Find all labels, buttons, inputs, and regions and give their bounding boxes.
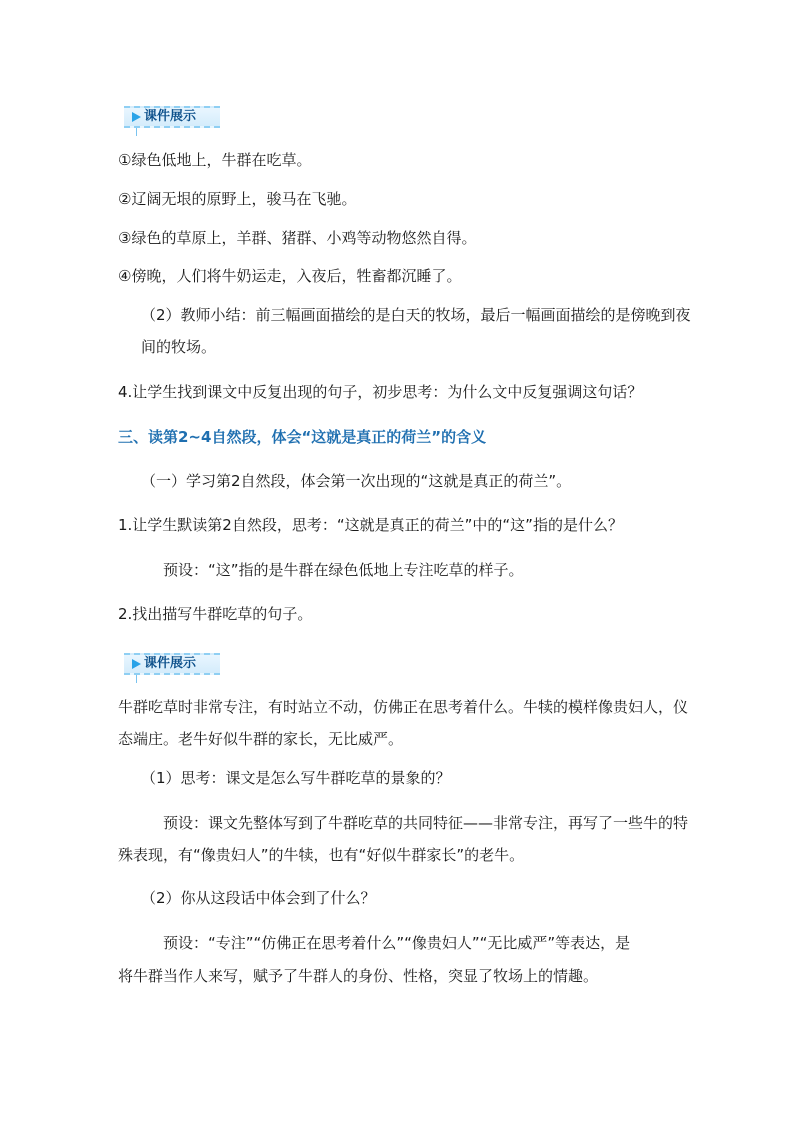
step-1: 1.让学生默读第2自然段，思考：“这就是真正的荷兰”中的“这”指的是什么？ [118,516,623,534]
scene-item-2: ②辽阔无垠的原野上，骏马在飞驰。 [118,190,357,208]
scene-item-1: ①绿色低地上，牛群在吃草。 [118,151,312,169]
preset-2-cont: 殊表现，有“像贵妇人”的牛犊，也有“好似牛群家长”的老牛。 [118,846,525,864]
preset-3-cont: 将牛群当作人来写，赋予了牛群人的身份、性格，突显了牧场上的情趣。 [118,967,599,985]
courseware-badge-2 [124,653,220,675]
subsection-heading: （一）学习第2自然段，体会第一次出现的“这就是真正的荷兰”。 [141,472,572,490]
question-1: （1）思考：课文是怎么写牛群吃草的景象的？ [141,769,451,787]
step-2: 2.找出描写牛群吃草的句子。 [118,605,313,623]
play-triangle-icon [132,659,141,669]
preset-2: 预设：课文先整体写到了牛群吃草的共同特征——非常专注，再写了一些牛的特 [163,814,689,832]
courseware-badge-1 [124,106,220,128]
badge-stem [136,128,137,136]
preset-3: 预设：“专注”“仿佛正在思考着什么”“像贵妇人”“无比威严”等表达，是 [163,934,631,952]
badge-label: 课件展示 [144,656,197,671]
badge-stem [136,675,137,683]
badge-label: 课件展示 [144,109,197,124]
quote-text: 牛群吃草时非常专注，有时站立不动，仿佛正在思考着什么。牛犊的模样像贵妇人，仪 [118,698,689,716]
scene-item-3: ③绿色的草原上，羊群、猪群、小鸡等动物悠然自得。 [118,229,477,247]
play-triangle-icon [132,112,141,122]
teacher-summary-cont: 间的牧场。 [141,338,217,356]
scene-item-4: ④傍晚，人们将牛奶运走，入夜后，牲畜都沉睡了。 [118,267,462,285]
question-2: （2）你从这段话中体会到了什么？ [141,889,376,907]
step-4: 4.让学生找到课文中反复出现的句子，初步思考：为什么文中反复强调这句话？ [118,383,643,401]
quote-text-cont: 态端庄。老牛好似牛群的家长，无比威严。 [118,730,404,748]
preset-1: 预设：“这”指的是牛群在绿色低地上专注吃草的样子。 [163,561,524,579]
section-heading: 三、读第2~4自然段，体会“这就是真正的荷兰”的含义 [118,428,487,446]
teacher-summary: （2）教师小结：前三幅画面描绘的是白天的牧场，最后一幅画面描绘的是傍晚到夜 [141,306,691,324]
